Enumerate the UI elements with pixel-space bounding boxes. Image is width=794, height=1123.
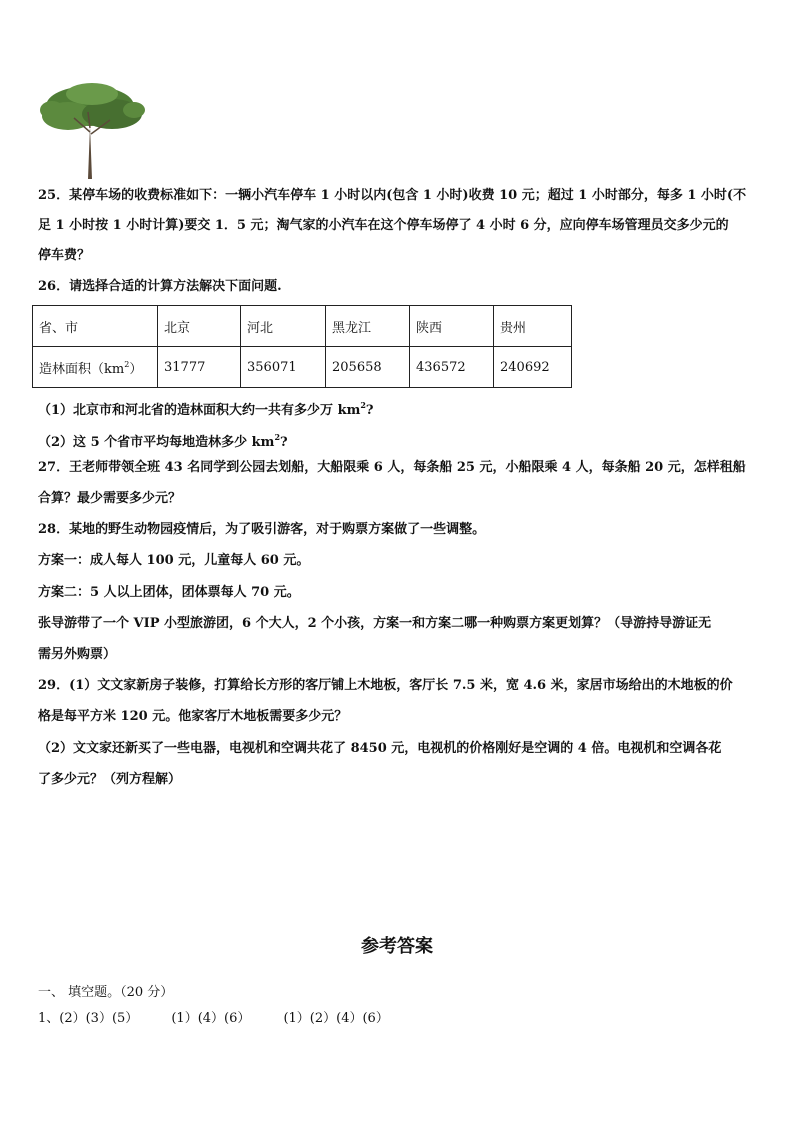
- q26-sub1-text: （1）北京市和河北省的造林面积大约一共有多少万 km: [38, 403, 361, 418]
- q26-sub2-end: ?: [280, 435, 288, 450]
- table-cell: 贵州: [494, 306, 572, 347]
- q28-line4: 张导游带了一个 VIP 小型旅游团，6 个大人，2 个小孩，方案一和方案二哪一种购票方案更划算？（导游持导游证无: [38, 616, 712, 631]
- table-cell: 31777: [158, 347, 241, 388]
- q26-sub1: [38, 397, 374, 419]
- q25-line3: 停车费？: [38, 248, 91, 263]
- q26-title: 26．请选择合适的计算方法解决下面问题.: [38, 279, 282, 294]
- table-cell: 356071: [241, 347, 326, 388]
- q26-sub1-end: ?: [365, 403, 374, 418]
- table-cell: 205658: [326, 347, 410, 388]
- table-cell: 黑龙江: [326, 306, 410, 347]
- table-row: [33, 306, 572, 347]
- label-close: ）: [129, 361, 143, 377]
- table-cell: 436572: [410, 347, 494, 388]
- label-text: 造林面积（km: [39, 361, 125, 377]
- q25-line2: 足 1 小时按 1 小时计算)要交 1．5 元；淘气家的小汽车在这个停车场停了 4 小时 6 分，应向停车场管理员交多少元的: [38, 218, 729, 233]
- tree-image: [38, 82, 146, 180]
- answers-section1: 一、 填空题。（20 分）: [38, 985, 174, 1000]
- table-cell: 省、市: [33, 306, 158, 347]
- q29-line3: （2）文文家还新买了一些电器，电视机和空调共花了 8450 元，电视机的价格刚好是空调的 4 倍。电视机和空调各花: [38, 741, 722, 756]
- table-row: [33, 347, 572, 388]
- q28-plan2: 方案二：5 人以上团体，团体票每人 70 元。: [38, 585, 300, 600]
- q26-sub2-sup: 2: [274, 432, 281, 442]
- q25-line1: 25．某停车场的收费标准如下：一辆小汽车停车 1 小时以内(包含 1 小时)收费 10 元；超过 1 小时部分，每多 1 小时(不: [38, 188, 747, 203]
- answers-title: 参考答案: [361, 936, 433, 957]
- label-sup: 2: [124, 359, 130, 369]
- answers-line1: 1、(2）(3）(5） (1）(4）(6） (1）(2）(4）(6）: [38, 1011, 389, 1026]
- q27-line1: 27．王老师带领全班 43 名同学到公园去划船，大船限乘 6 人，每条船 25 元，小船限乘 4 人，每条船 20 元，怎样租船: [38, 460, 746, 475]
- table-cell: 陕西: [410, 306, 494, 347]
- q27-line2: 合算？最少需要多少元？: [38, 491, 182, 506]
- q29-line1: 29．(1）文文家新房子装修，打算给长方形的客厅铺上木地板，客厅长 7.5 米，宽 4.6 米，家居市场给出的木地板的价: [38, 678, 733, 693]
- table-cell: 河北: [241, 306, 326, 347]
- q26-sub2-text: （2）这 5 个省市平均每地造林多少 km: [38, 435, 275, 450]
- table-cell-label: [33, 347, 158, 388]
- q28-line5: 需另外购票）: [38, 647, 117, 662]
- q29-line4: 了多少元？（列方程解）: [38, 772, 182, 787]
- q26-sub1-sup: 2: [360, 400, 366, 410]
- q29-line2: 格是每平方米 120 元。他家客厅木地板需要多少元？: [38, 709, 348, 724]
- table-cell: 240692: [494, 347, 572, 388]
- q26-sub2: [38, 429, 288, 451]
- q28-plan1: 方案一：成人每人 100 元，儿童每人 60 元。: [38, 553, 310, 568]
- table-cell: 北京: [158, 306, 241, 347]
- q28-line1: 28．某地的野生动物园疫情后，为了吸引游客，对于购票方案做了一些调整。: [38, 522, 486, 537]
- afforestation-table: [32, 305, 572, 388]
